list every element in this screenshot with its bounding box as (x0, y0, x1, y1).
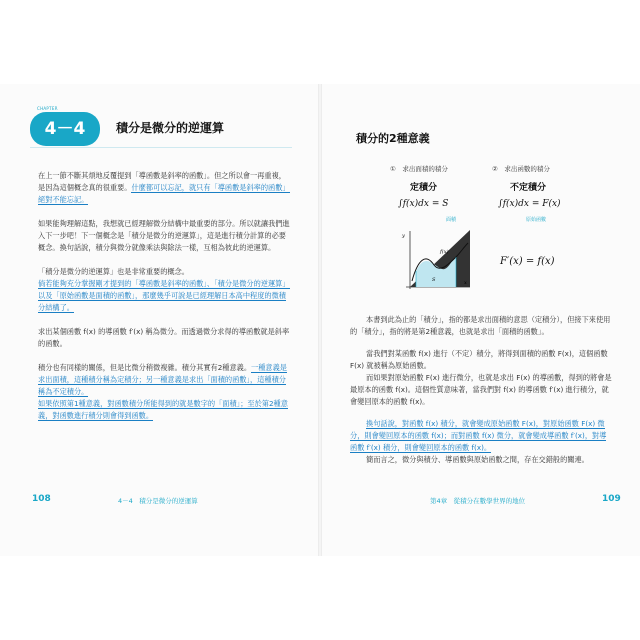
running-head-left: 4－4 積分是微分的逆運算 (118, 497, 198, 505)
paragraph (38, 398, 290, 422)
section-number-badge: 4－4 (30, 112, 100, 146)
text-run: 本書到此為止的「積分」，指的都是求出面積的意思（定積分），但接下來使用的「積分」，指的將是第2種意義，也就是求出「面積的函數」。 (350, 315, 611, 336)
paragraph (38, 266, 290, 278)
left-body-text (38, 170, 290, 422)
highlighted-text: 什麼都可以忘記，就只有「導函數是斜率的函數」絕對不能忘記。 (38, 183, 290, 204)
highlighted-text: 如果依照第1種意義，對函數積分所能得到的就是數字的「面積」；至於第2種意義，對函數進行積分則會得到函數。 (38, 399, 288, 420)
paragraph (350, 454, 612, 466)
area-label: 面積 (446, 217, 457, 223)
paragraph (38, 170, 290, 206)
right-page (320, 84, 640, 556)
col2-heading: ② 求出函數的積分 (492, 165, 550, 173)
page-number-left: 108 (32, 494, 51, 504)
curve-label: f(x) (440, 249, 449, 255)
text-run: 在上一節不斷其煩地反覆提到「導函數是斜率的函數」。但之所以會一再重複，是因為這個概念真的很重要。 (38, 171, 286, 192)
text-run: 如果能夠理解這點，我想就已經理解微分結構中最重要的部分。所以就讓我們進入下一步吧！下一個概念是「積分是微分的逆運算」，這是進行積分計算的必要概念。換句話說，積分與微分就像乘法與除法一樣，互相為彼此的逆運算。 (38, 219, 290, 252)
highlighted-text: 換句話說，對函數 f(x) 積分，就會變成原始函數 F(x)，對原始函數 F(x) 微分，則會變回原本的函數 f(x)；而對函數 f(x) 微分，就會變成導函數 f′(x)，對導函數 f′(x) 積分，則會變回原本的函數 f(x)。 (350, 419, 607, 452)
area-s-label: S (432, 277, 436, 283)
figure-heading: 積分的2種意義 (356, 132, 430, 145)
paragraph (38, 278, 290, 314)
col1-subheading: 定積分 (410, 183, 438, 193)
section-tag: CHAPTER (37, 106, 58, 111)
section-title: 積分是微分的逆運算 (116, 121, 225, 135)
text-run: 「積分是微分的逆運算」也是非常重要的概念。 (38, 267, 189, 276)
left-page (0, 84, 320, 556)
text-run: 當我們對某函數 f(x) 進行（不定）積分，將得到面積的函數 F(x)，這個函數 F(x) 就被稱為原始函數。 (350, 349, 608, 370)
text-run: 簡而言之，微分與積分、導函數與原始函數之間，存在交錯般的關連。 (366, 455, 589, 464)
area-graph (396, 229, 472, 291)
text-run: 而如果對原始函數 F(x) 進行微分，也就是求出 F(x) 的導函數，得到的將會是最原本的函數 f(x)。這個性質意味著，當我們對 f(x) 的導函數 f′(x) 進行積分，就會變回原本的函數 f(x)。 (350, 373, 612, 406)
highlighted-text: 一種意義是求出面積，這種積分稱為定積分；另一種意義是求出「面積的函數」，這種積分稱為不定積分。 (38, 363, 287, 396)
book-spread (0, 84, 640, 556)
primitive-function-label: 原始函數 (526, 217, 547, 223)
x-axis-label: x (464, 280, 467, 286)
y-axis-label: y (402, 233, 405, 239)
right-body-text (350, 314, 612, 466)
running-head-right: 第4章 從積分在數學世界的地位 (430, 497, 526, 505)
paragraph (350, 418, 612, 454)
col1-heading: ① 求出面積的積分 (390, 165, 448, 173)
paragraph (350, 348, 612, 372)
highlighted-text: 倘若能夠充分掌握剛才提到的「導函數是斜率的函數」、「積分是微分的逆運算」以及「原始函數是面積的函數」，那麼幾乎可說是已經理解日本高中程度的微積分結構了。 (38, 279, 290, 312)
page-number-right: 109 (602, 494, 621, 504)
col2-subheading: 不定積分 (510, 183, 547, 193)
text-run: 求出某個函數 f(x) 的導函數 f′(x) 稱為微分。而透過微分求得的導函數就是斜率的函數。 (38, 327, 290, 348)
title-divider (30, 147, 292, 148)
paragraph (350, 372, 612, 408)
paragraph (38, 362, 290, 398)
derivative-formula: F′(x) = f(x) (500, 256, 555, 267)
paragraph (38, 326, 290, 350)
indefinite-integral-formula: ∫f(x)dx = F(x) (498, 199, 561, 209)
paragraph (350, 314, 612, 338)
definite-integral-formula: ∫f(x)dx = S (398, 199, 449, 209)
text-run: 積分也有同樣的關係，但是比微分稍微複雜。積分其實有2種意義。 (38, 363, 252, 372)
paragraph (38, 218, 290, 254)
